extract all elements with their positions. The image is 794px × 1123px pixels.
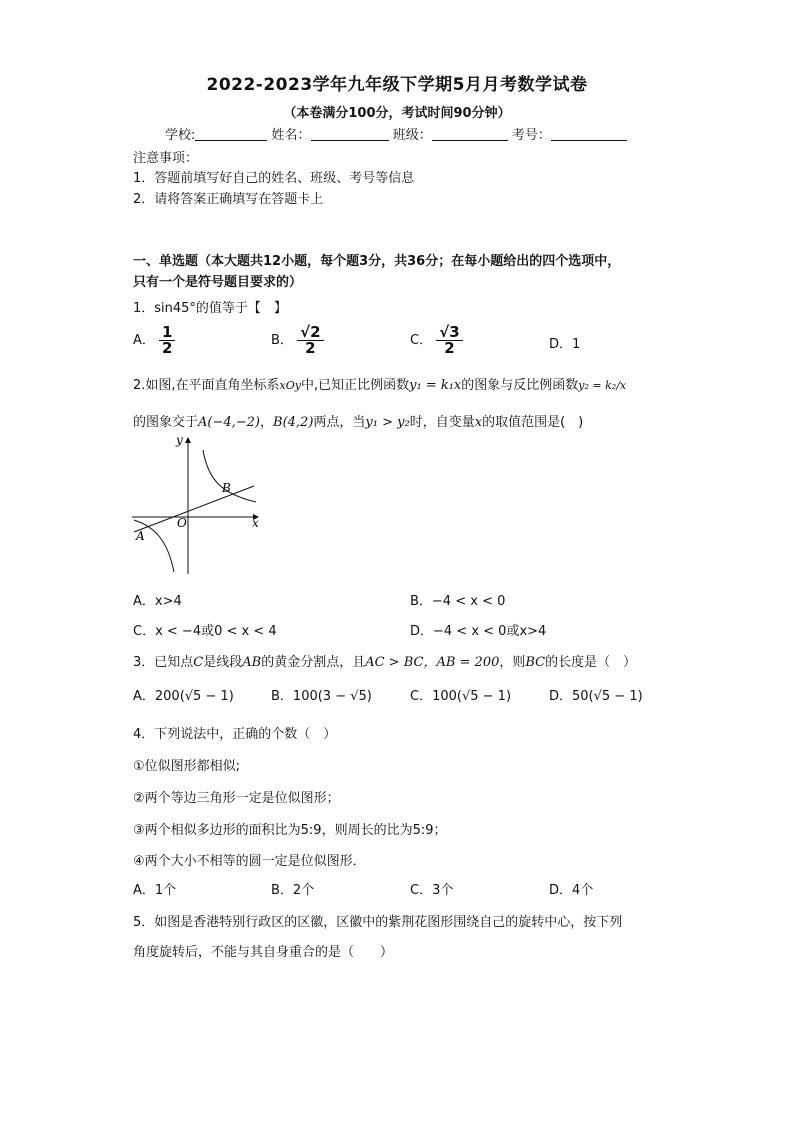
q3-option-a[interactable]: A．200(√5 − 1) (133, 689, 234, 704)
function-graph (130, 432, 270, 577)
q4-option-d[interactable]: D．4个 (549, 883, 594, 898)
fraction-one-half: $\frac{1}{2}$ (159, 325, 175, 356)
section-heading: 一、单选题（本大题共12小题，每个题3分，共36分；在每小题给出的四个选项中， (133, 254, 621, 269)
q1-option-b[interactable] (271, 325, 324, 356)
q3-option-b[interactable]: B．100(3 − √5) (271, 689, 372, 704)
q3-option-d[interactable]: D．50(√5 − 1) (549, 689, 643, 704)
proportional-line (134, 486, 254, 532)
page-title: 2022-2023学年九年级下学期5月月考数学试卷 (206, 75, 588, 95)
number-blank[interactable] (551, 127, 627, 141)
q1-option-c[interactable] (410, 325, 463, 356)
y-axis-label: y (176, 433, 183, 447)
notice-heading: 注意事项： (133, 151, 199, 166)
q4-statement: ②两个等边三角形一定是位似图形； (133, 791, 340, 806)
q1-option-a[interactable] (133, 325, 175, 356)
question-1-stem: 1．sin45°的值等于【 】 (133, 301, 287, 316)
q2-option-d[interactable]: D．−4 < x < 0或x>4 (410, 624, 547, 639)
q4-option-c[interactable]: C．3个 (410, 883, 454, 898)
notice-item: 1．答题前填写好自己的姓名、班级、考号等信息 (133, 171, 415, 186)
option-label: B． (271, 333, 293, 348)
q4-option-a[interactable]: A．1个 (133, 883, 177, 898)
x-axis-label: x (252, 516, 259, 530)
page-subtitle: （本卷满分100分，考试时间90分钟） (283, 106, 511, 121)
hyperbola-branch-left (134, 520, 174, 572)
school-blank[interactable] (195, 127, 267, 141)
point-a-label: A (136, 529, 145, 543)
question-2-line1: 2.如图,在平面直角坐标系xOy中,已知正比例函数y₁ = k₁x的图象与反比例函数y₂ = k₂/x (133, 378, 627, 393)
option-label: A． (133, 333, 155, 348)
point-b-label: B (222, 481, 231, 495)
q2-option-c[interactable]: C．x < −4或0 < x < 4 (133, 624, 277, 639)
fraction-root2-over-2: $\frac{√2}{2}$ (297, 325, 323, 356)
class-blank[interactable] (432, 127, 508, 141)
q4-statement: ③两个相似多边形的面积比为5:9，则周长的比为5:9； (133, 823, 447, 838)
q4-option-b[interactable]: B．2个 (271, 883, 315, 898)
q2-option-a[interactable]: A．x>4 (133, 594, 182, 609)
q2-option-b[interactable]: B．−4 < x < 0 (410, 594, 506, 609)
student-info-row (165, 124, 627, 143)
name-label: 姓名： (271, 128, 311, 143)
question-5-line1: 5．如图是香港特别行政区的区徽，区徽中的紫荆花图形围绕自己的旋转中心，按下列 (133, 915, 623, 930)
question-3-stem: 3．已知点C是线段AB的黄金分割点，且AC > BC，AB = 200，则BC的长度是（ ） (133, 655, 637, 670)
question-5-line2: 角度旋转后，不能与其自身重合的是（ ） (133, 945, 394, 960)
origin-label: O (177, 516, 187, 530)
fraction-root3-over-2: $\frac{√3}{2}$ (436, 325, 462, 356)
question-4-stem: 4．下列说法中，正确的个数（ ） (133, 727, 337, 742)
question-2-line2: 的图象交于A(−4,−2)，B(4,2)两点，当y₁ > y₂时，自变量x的取值范围是( ) (133, 415, 584, 430)
section-heading-cont: 只有一个是符号题目要求的） (133, 275, 303, 290)
q3-option-c[interactable]: C．100(√5 − 1) (410, 689, 512, 704)
q4-statement: ④两个大小不相等的圆一定是位似图形． (133, 854, 366, 869)
name-blank[interactable] (311, 127, 389, 141)
q4-statement: ①位似图形都相似; (133, 759, 241, 774)
number-label: 考号： (511, 128, 551, 143)
notice-item: 2．请将答案正确填写在答题卡上 (133, 192, 324, 207)
school-label: 学校: (165, 128, 196, 143)
class-label: 班级： (392, 128, 432, 143)
q1-option-d[interactable]: D．1 (549, 337, 581, 352)
option-label: C． (410, 333, 433, 348)
